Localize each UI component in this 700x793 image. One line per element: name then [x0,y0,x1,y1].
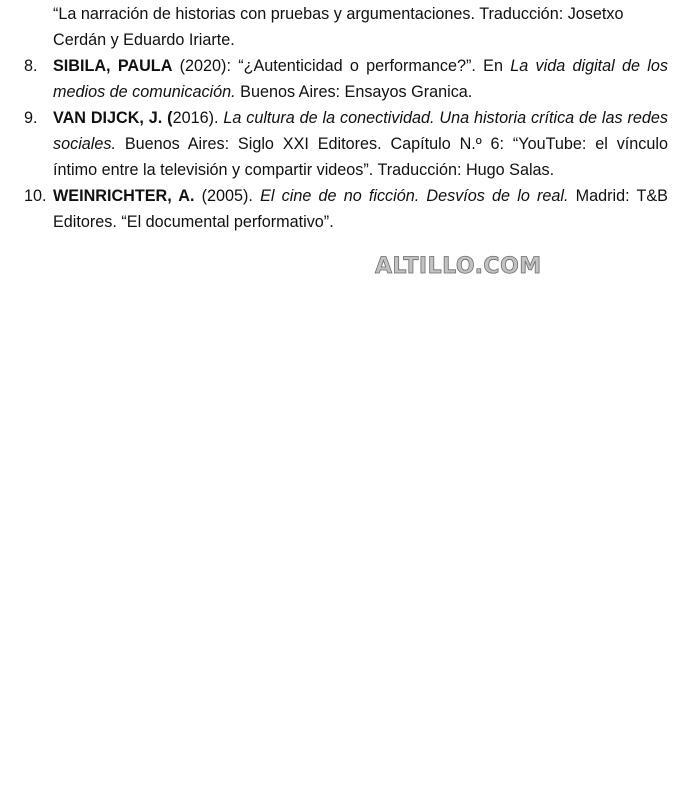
reference-title: La vida digital de los medios de comunicación. [53,57,669,101]
reference-title: El cine de no ficción. Desvíos de lo real. [260,187,569,205]
reference-date: (2020): “¿Autenticidad o performance?”. En [172,57,511,75]
reference-date: (2005). [194,187,261,205]
reference-author: WEINRICHTER, A. [53,187,195,205]
continuation-line-1: “La narración de historias con pruebas y argumentaciones. Traducción: Josetxo [53,5,624,23]
reference-author: SIBILA, PAULA [53,57,173,75]
reference-publisher: Madrid: T&B Editores. “El documental performativo”. [53,187,668,231]
reference-item-9 [0,105,700,183]
reference-publisher: Buenos Aires: Siglo XXI Editores. Capítulo N.º 6: “YouTube: el vínculo íntimo entre la televisión y compartir videos”. Traducción: Hugo Salas. [53,135,668,179]
reference-text [53,105,668,183]
reference-text [53,183,668,235]
altillo-watermark: ALTILLO.COM [375,254,542,279]
reference-number: 10. [24,187,47,205]
reference-item-8 [0,53,700,105]
reference-date: 2016). [172,109,224,127]
reference-title: La cultura de la conectividad. Una historia crítica de las redes sociales. [53,109,668,153]
reference-item-10 [0,183,700,235]
reference-text [53,53,668,105]
reference-number: 8. [24,57,38,75]
reference-number: 9. [24,109,38,127]
reference-author: VAN DIJCK, J. ( [53,109,173,127]
reference-publisher: Buenos Aires: Ensayos Granica. [235,83,473,101]
reference-continuation [0,1,700,53]
reference-list [0,1,700,235]
continuation-line-2: Cerdán y Eduardo Iriarte. [53,31,235,49]
